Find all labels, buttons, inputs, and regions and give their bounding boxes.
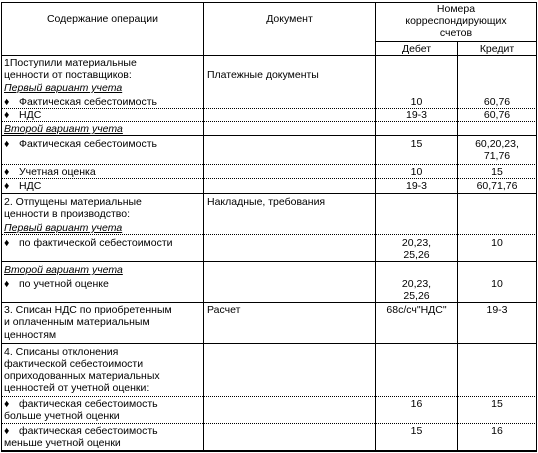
row1-variant1-item-actual-cost <box>4 96 157 108</box>
header-operation: Содержание операции <box>46 13 159 25</box>
item-label: НДС <box>19 109 42 121</box>
row-divider <box>1 164 537 165</box>
row-divider <box>1 121 537 122</box>
header-document: Документ <box>266 13 313 25</box>
row1-variant2-actual-cost-credit-line2: 71,76 <box>483 150 511 162</box>
row2-variant1-item-actual-cost <box>4 237 173 249</box>
row2-variant1-credit: 10 <box>491 237 503 249</box>
row-divider <box>1 343 537 344</box>
table-border-bottom <box>1 450 537 452</box>
bullet-icon: ♦ <box>4 425 10 437</box>
row1-variant1-actual-cost-credit: 60,76 <box>483 96 511 108</box>
bullet-icon: ♦ <box>4 278 10 290</box>
row2-variant2-label: Второй вариант учета <box>4 264 123 276</box>
item-label: Фактическая себестоимость <box>19 138 157 150</box>
row4-actual-greater-credit: 15 <box>491 398 503 410</box>
row-divider <box>1 396 537 397</box>
row1-variant2-vat-debit: 19-3 <box>405 180 427 192</box>
column-divider-document <box>203 2 204 451</box>
row4-title-line4: ценностей от учетной оценки: <box>4 382 150 394</box>
row-divider <box>1 302 537 303</box>
row4-actual-less-credit: 16 <box>491 425 503 437</box>
bullet-icon: ♦ <box>4 96 10 108</box>
row3-document: Расчет <box>207 304 241 316</box>
row1-variant1-actual-cost-debit: 10 <box>410 96 423 108</box>
row1-variant2-item-accounting-estimate <box>4 166 96 178</box>
item-label: фактическая себестоимость <box>19 398 158 410</box>
row-divider <box>1 135 537 136</box>
row4-item-actual-less-line2: меньше учетной оценки <box>4 437 121 449</box>
item-label: по учетной оценке <box>19 278 109 290</box>
accounts-subheader-line <box>375 41 537 42</box>
item-label: Учетная оценка <box>19 166 96 178</box>
item-label: Фактическая себестоимость <box>19 96 157 108</box>
row4-title-line2: фактической себестоимости <box>4 358 144 370</box>
bullet-icon: ♦ <box>4 138 10 150</box>
row1-variant2-estimate-credit: 15 <box>491 166 503 178</box>
row1-variant2-estimate-debit: 10 <box>410 166 423 178</box>
bullet-icon: ♦ <box>4 109 10 121</box>
row2-variant2-credit: 10 <box>491 278 503 290</box>
row3-debit: 68с/сч"НДС" <box>386 304 447 316</box>
row1-variant1-vat-debit: 19-3 <box>405 109 427 121</box>
row4-title-line3: оприходованных материальных <box>4 370 160 382</box>
table-border-right <box>536 2 537 451</box>
row1-document: Платежные документы <box>207 69 319 81</box>
row2-variant1-label: Первый вариант учета <box>4 222 123 234</box>
row-divider <box>1 423 537 424</box>
row1-variant1-label: Первый вариант учета <box>4 82 123 94</box>
row1-title-line1: 1Поступили материальные <box>4 57 137 69</box>
row1-title-line2: ценности от поставщиков: <box>4 69 132 81</box>
row1-variant1-vat-credit: 60,76 <box>483 109 511 121</box>
row4-item-actual-greater-line1 <box>4 398 158 410</box>
row1-variant2-vat-credit: 60,71,76 <box>476 180 518 192</box>
row1-variant1-item-vat <box>4 109 41 121</box>
row2-variant2-debit-line1: 20,23, <box>401 278 432 290</box>
row3-title-line3: ценностям <box>4 329 57 341</box>
row1-variant2-label: Второй вариант учета <box>4 123 123 135</box>
row-divider <box>1 193 537 194</box>
row2-title-line2: ценности в производство: <box>4 208 131 220</box>
row2-variant2-item-estimate <box>4 278 109 290</box>
row-divider <box>1 178 537 179</box>
bullet-icon: ♦ <box>4 237 10 249</box>
table-border-left <box>1 2 2 451</box>
bullet-icon: ♦ <box>4 398 10 410</box>
bullet-icon: ♦ <box>4 180 10 192</box>
row4-title-line1: 4. Списаны отклонения <box>4 346 119 358</box>
row4-item-actual-greater-line2: больше учетной оценки <box>4 410 120 422</box>
row4-actual-less-debit: 15 <box>410 425 423 437</box>
row1-variant2-actual-cost-credit-line1: 60,20,23, <box>475 138 519 150</box>
row3-credit: 19-3 <box>486 304 508 316</box>
bullet-icon: ♦ <box>4 166 10 178</box>
row2-variant1-debit-line1: 20,23, <box>401 237 432 249</box>
row2-title-line1: 2. Отпущены материальные <box>4 196 142 208</box>
item-label: фактическая себестоимость <box>19 425 158 437</box>
row-divider <box>1 234 537 235</box>
row3-title-line1: 3. Списан НДС по приобретенным <box>4 304 172 316</box>
item-label: НДС <box>19 180 42 192</box>
row1-variant2-actual-cost-debit: 15 <box>410 138 423 150</box>
row-divider <box>1 261 537 262</box>
header-bottom-line <box>1 55 537 56</box>
item-label: по фактической себестоимости <box>19 237 173 249</box>
header-credit: Кредит <box>479 43 515 55</box>
row1-variant2-item-actual-cost <box>4 138 157 150</box>
row2-variant1-debit-line2: 25,26 <box>403 249 430 261</box>
row4-actual-greater-debit: 16 <box>410 398 423 410</box>
header-accounts: Номера корреспондирующих счетов <box>405 3 507 39</box>
row1-variant2-item-vat <box>4 180 41 192</box>
row2-variant2-debit-line2: 25,26 <box>403 290 430 302</box>
row2-document: Накладные, требования <box>207 196 326 208</box>
header-debit: Дебет <box>401 43 432 55</box>
row3-title-line2: и оплаченным материальным <box>4 316 150 328</box>
row4-item-actual-less-line1 <box>4 425 158 437</box>
column-divider-accounts <box>375 2 376 451</box>
